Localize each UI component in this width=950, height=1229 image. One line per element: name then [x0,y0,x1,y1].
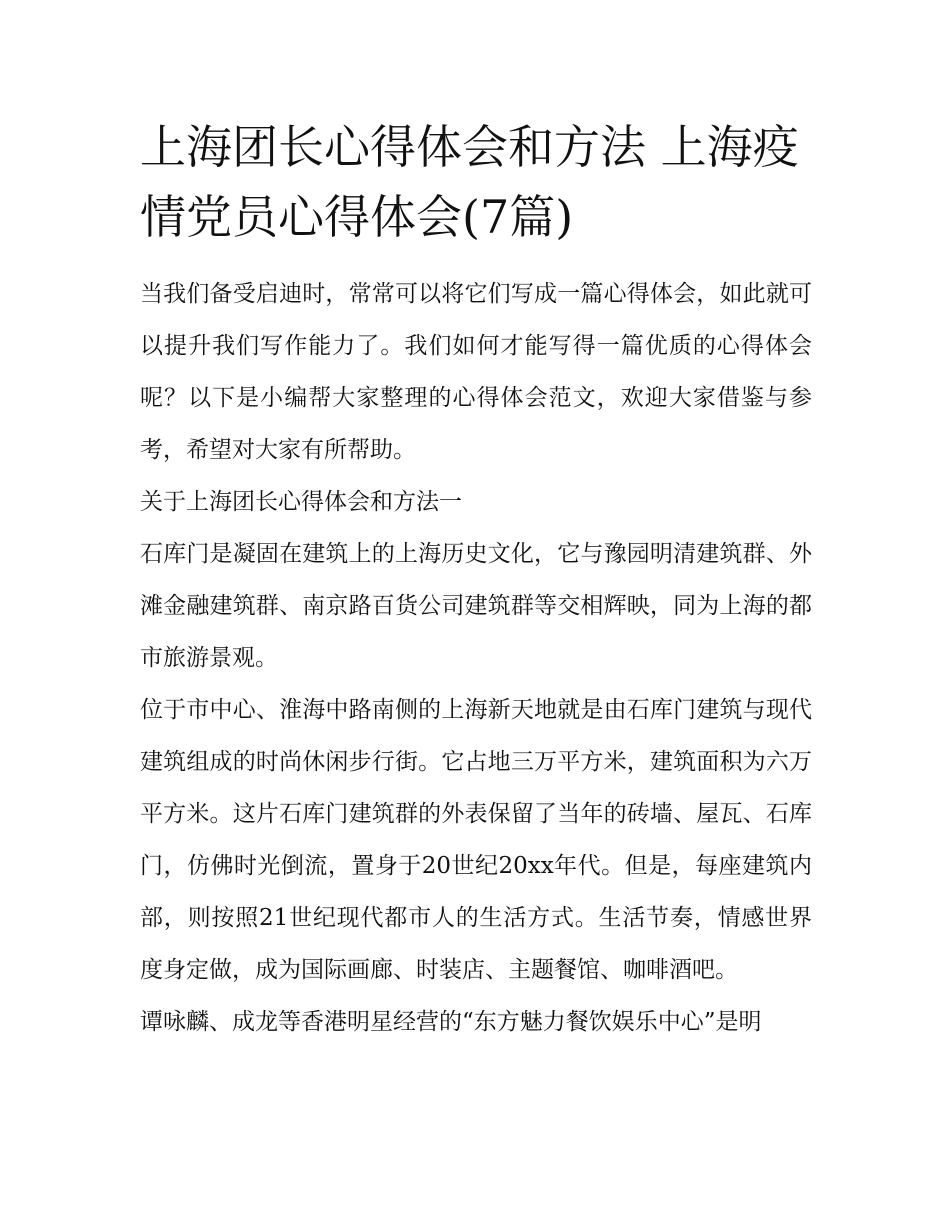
body-paragraph: 石库门是凝固在建筑上的上海历史文化，它与豫园明清建筑群、外滩金融建筑群、南京路百货公司建筑群等交相辉映，同为上海的都市旅游景观。 [140,541,812,671]
body-paragraph: 位于市中心、淮海中路南侧的上海新天地就是由石库门建筑与现代建筑组成的时尚休闲步行街。它占地三万平方米，建筑面积为六万平方米。这片石库门建筑群的外表保留了当年的砖墙、屋瓦、石库门，仿佛时光倒流，置身于20世纪20xx年代。但是，每座建筑内部，则按照21世纪现代都市人的生活方式。生活节奏，情感世界度身定做，成为国际画廊、时装店、主题餐馆、咖啡酒吧。 [140,697,812,983]
document-content [140,112,812,1048]
section-heading: 关于上海团长心得体会和方法一 [140,489,462,515]
body-paragraph: 谭咏麟、成龙等香港明星经营的“东方魅力餐饮娱乐中心”是明 [140,1009,762,1035]
document-title: 上海团长心得体会和方法 上海疫情党员心得体会(7篇) [140,120,799,244]
document-body [140,268,812,1048]
intro-paragraph: 当我们备受启迪时，常常可以将它们写成一篇心得体会，如此就可以提升我们写作能力了。我们如何才能写得一篇优质的心得体会呢？以下是小编帮大家整理的心得体会范文，欢迎大家借鉴与参考，希望对大家有所帮助。 [140,281,812,463]
